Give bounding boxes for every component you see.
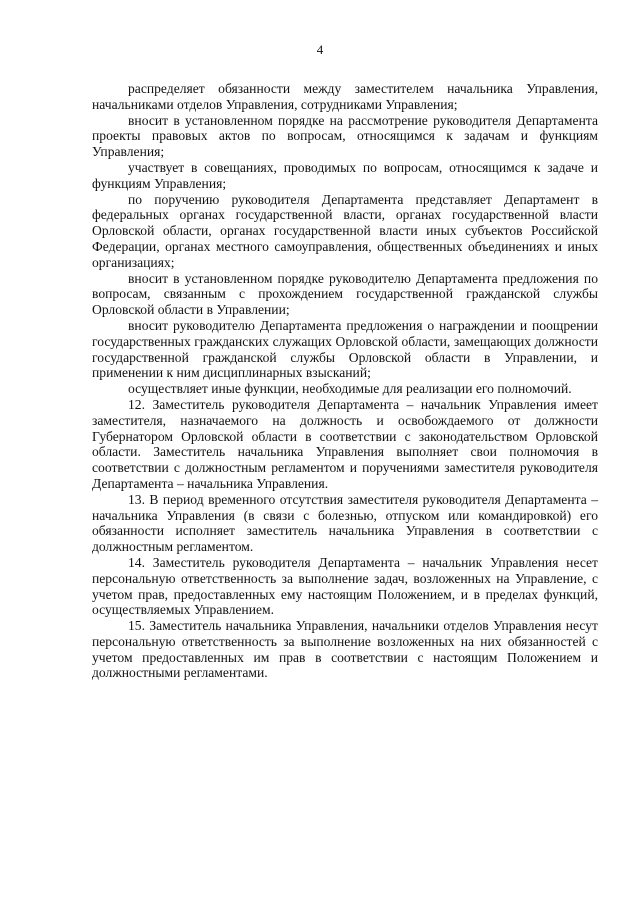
paragraph-item-13: 13. В период временного отсутствия заместителя руководителя Департамента – начальника Управления (в связи с болезнью, отпуском или командировкой) его обязанности исполняет заместитель начальника Управления в соответствии с должностным регламентом. [92,491,598,555]
paragraph-awards-discipline: вносит руководителю Департамента предложения о награждении и поощрении государственных гражданских служащих Орловской области, замещающих должности государственной гражданской службы Орловской области в Управлении, и применении к ним дисциплинарных взысканий; [92,317,598,381]
paragraph-item-12: 12. Заместитель руководителя Департамента – начальник Управления имеет заместителя, назначаемого на должность и освобождаемого от должности Губернатором Орловской области в соответствии с законодательством Орловской области. Заместитель начальника Управления выполняет свои полномочия в соответствии с должностным регламентом и поручениями заместителя руководителя Департамента – начальника Управления. [92,396,598,491]
document-body [92,81,598,681]
paragraph-meetings: участвует в совещаниях, проводимых по вопросам, относящимся к задаче и функциям Управления; [92,159,598,191]
paragraph-representation: по поручению руководителя Департамента представляет Департамент в федеральных органах государственной власти, органах государственной власти Орловской области, органах государственной власти иных субъектов Российской Федерации, органах местного самоуправления, общественных объединениях и иных организациях; [92,191,598,270]
paragraph-civil-service-proposals: вносит в установленном порядке руководителю Департамента предложения по вопросам, связанным с прохождением государственной гражданской службы Орловской области в Управлении; [92,270,598,318]
page-number: 4 [316,42,324,57]
paragraph-duty-distribution: распределяет обязанности между заместителем начальника Управления, начальниками отделов Управления, сотрудниками Управления; [92,81,598,112]
paragraph-other-functions: осуществляет иные функции, необходимые для реализации его полномочий. [128,381,572,397]
paragraph-item-15: 15. Заместитель начальника Управления, начальники отделов Управления несут персональную ответственность за выполнение возложенных на них обязанностей с учетом предоставленных им прав в соответствии с настоящим Положением и должностными регламентами. [92,618,598,681]
paragraph-legal-acts: вносит в установленном порядке на рассмотрение руководителя Департамента проекты правовых актов по вопросам, относящимся к задачам и функциям Управления; [92,112,598,160]
paragraph-item-14: 14. Заместитель руководителя Департамента – начальник Управления несет персональную ответственность за выполнение задач, возложенных на Управление, с учетом прав, предоставленных ему настоящим Положением, и в пределах функций, осуществляемых Управлением. [92,554,598,618]
